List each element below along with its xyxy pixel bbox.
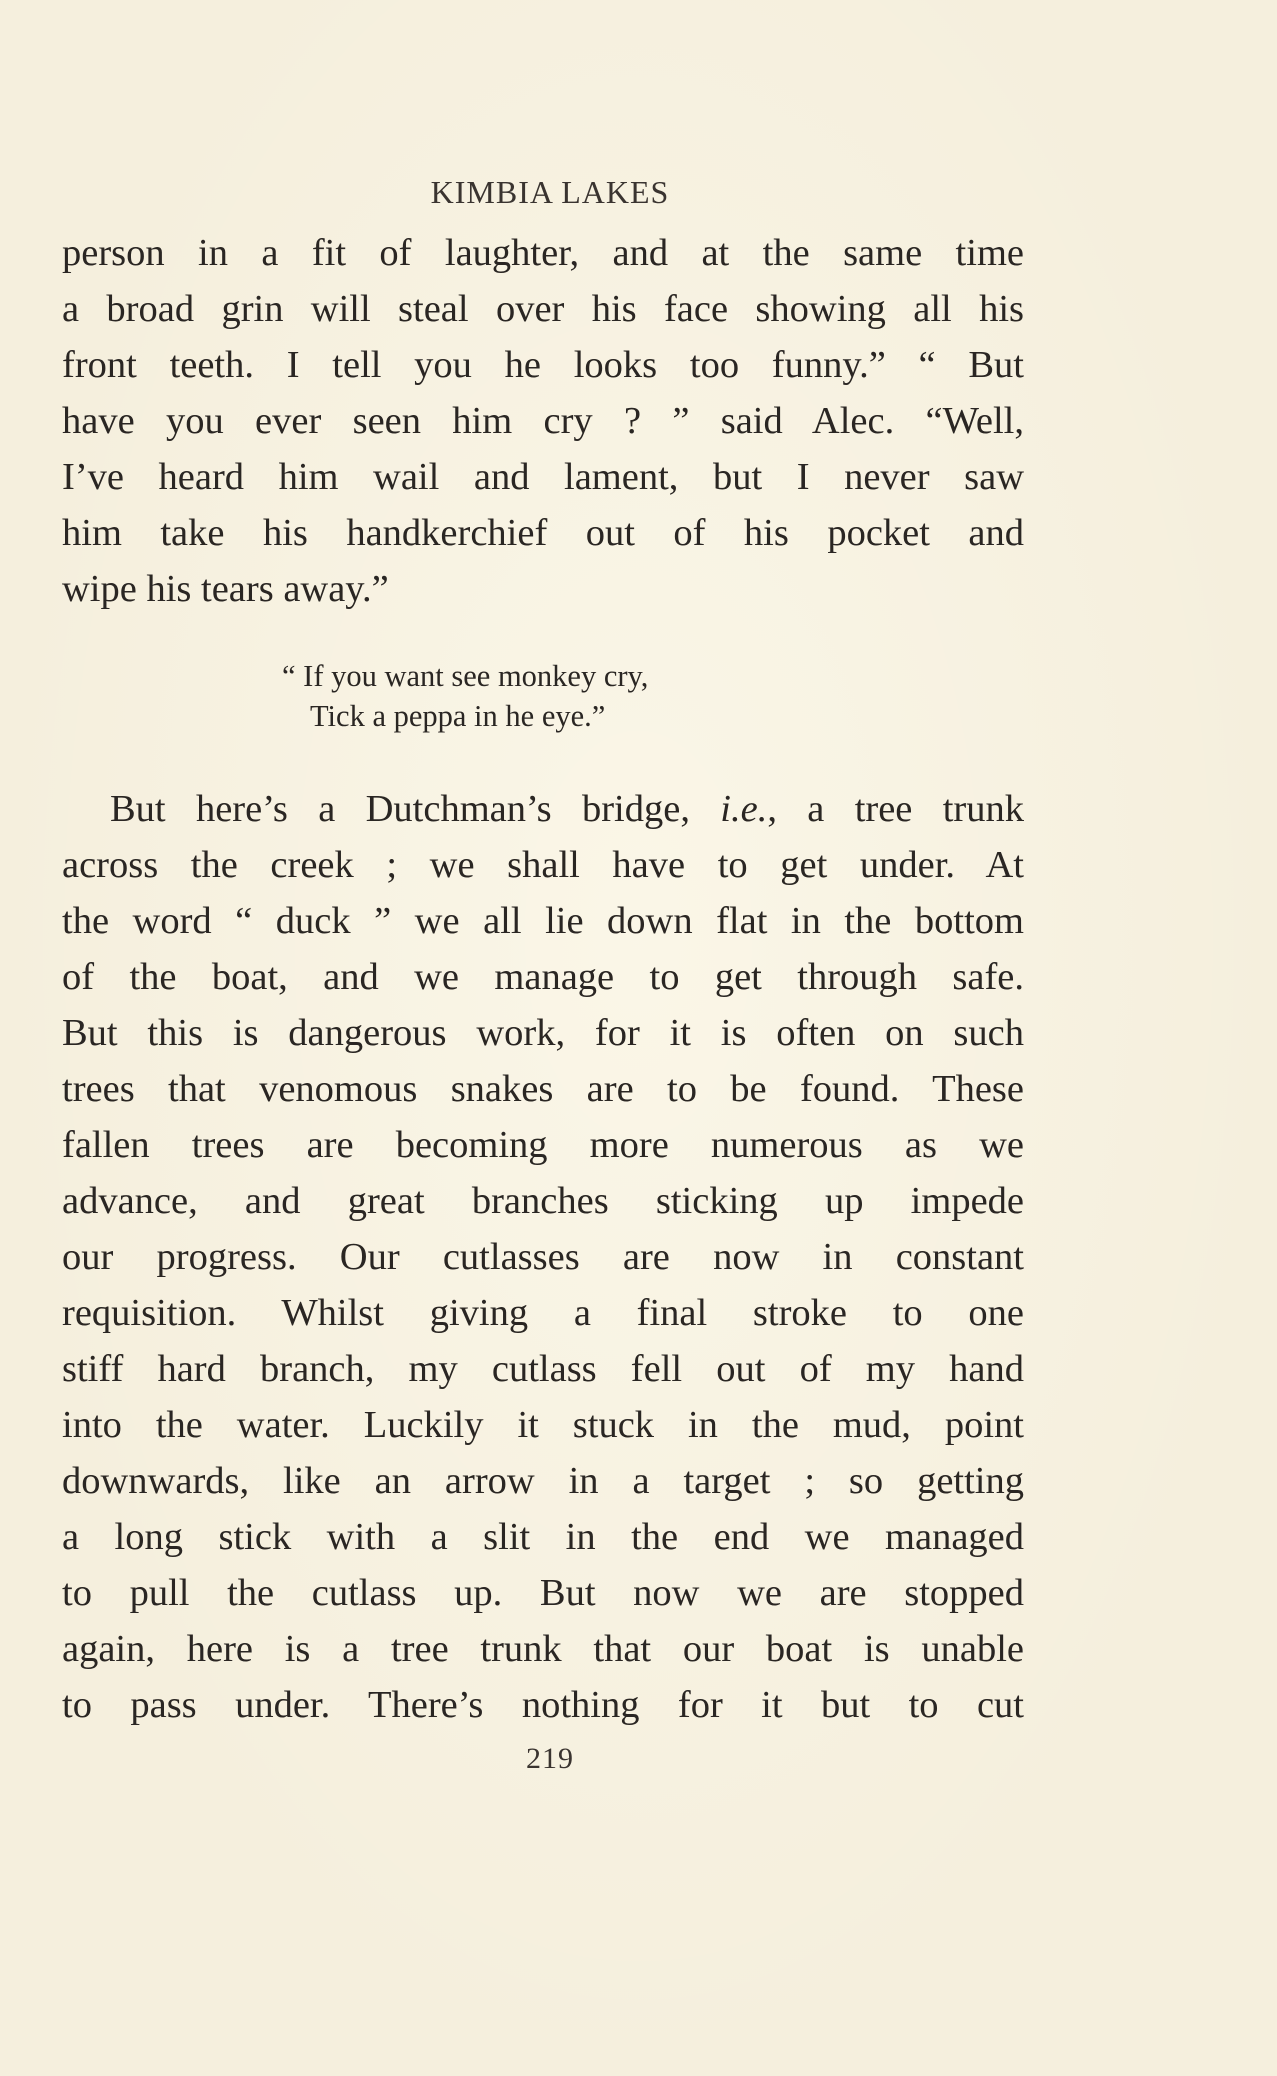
- text-line: have you ever seen him cry ? ” said Alec. “Well,: [62, 400, 1024, 442]
- text-line: to pull the cutlass up. But now we are stopped: [62, 1572, 1024, 1614]
- page-number: 219: [526, 1742, 574, 1775]
- verse-line: Tick a peppa in he eye.”: [310, 699, 606, 733]
- text-line: the word “ duck ” we all lie down flat in the bottom: [62, 900, 1024, 942]
- text-line: trees that venomous snakes are to be found. These: [62, 1068, 1024, 1110]
- paragraph-2: [62, 781, 1024, 1733]
- paragraph-1: [62, 225, 1024, 617]
- verse-quote: [282, 656, 842, 736]
- text-line-first: But here’s a Dutchman’s bridge, i.e., a tree trunk: [110, 788, 1024, 830]
- text-line-last: wipe his tears away.”: [62, 568, 389, 610]
- text-line: person in a fit of laughter, and at the same time: [62, 232, 1024, 274]
- text-line: downwards, like an arrow in a target ; so getting: [62, 1460, 1024, 1502]
- verse-line: “ If you want see monkey cry,: [282, 659, 649, 693]
- text-line: fallen trees are becoming more numerous as we: [62, 1124, 1024, 1166]
- text-line: I’ve heard him wail and lament, but I never saw: [62, 456, 1024, 498]
- text-line: to pass under. There’s nothing for it but to cut: [62, 1684, 1024, 1726]
- text-line: a long stick with a slit in the end we managed: [62, 1516, 1024, 1558]
- running-head: KIMBIA LAKES: [430, 174, 670, 210]
- text-line: But this is dangerous work, for it is often on such: [62, 1012, 1024, 1054]
- text-line: our progress. Our cutlasses are now in constant: [62, 1236, 1024, 1278]
- text-line: stiff hard branch, my cutlass fell out of my hand: [62, 1348, 1024, 1390]
- text-line: requisition. Whilst giving a final stroke to one: [62, 1292, 1024, 1334]
- text-line: of the boat, and we manage to get through safe.: [62, 956, 1024, 998]
- text-line: advance, and great branches sticking up impede: [62, 1180, 1024, 1222]
- text-line: a broad grin will steal over his face showing all his: [62, 288, 1024, 330]
- text-line: front teeth. I tell you he looks too funny.” “ But: [62, 344, 1024, 386]
- text-line: into the water. Luckily it stuck in the mud, point: [62, 1404, 1024, 1446]
- text-line: him take his handkerchief out of his pocket and: [62, 512, 1024, 554]
- text-line: again, here is a tree trunk that our boat is unable: [62, 1628, 1024, 1670]
- text-line: across the creek ; we shall have to get under. At: [62, 844, 1024, 886]
